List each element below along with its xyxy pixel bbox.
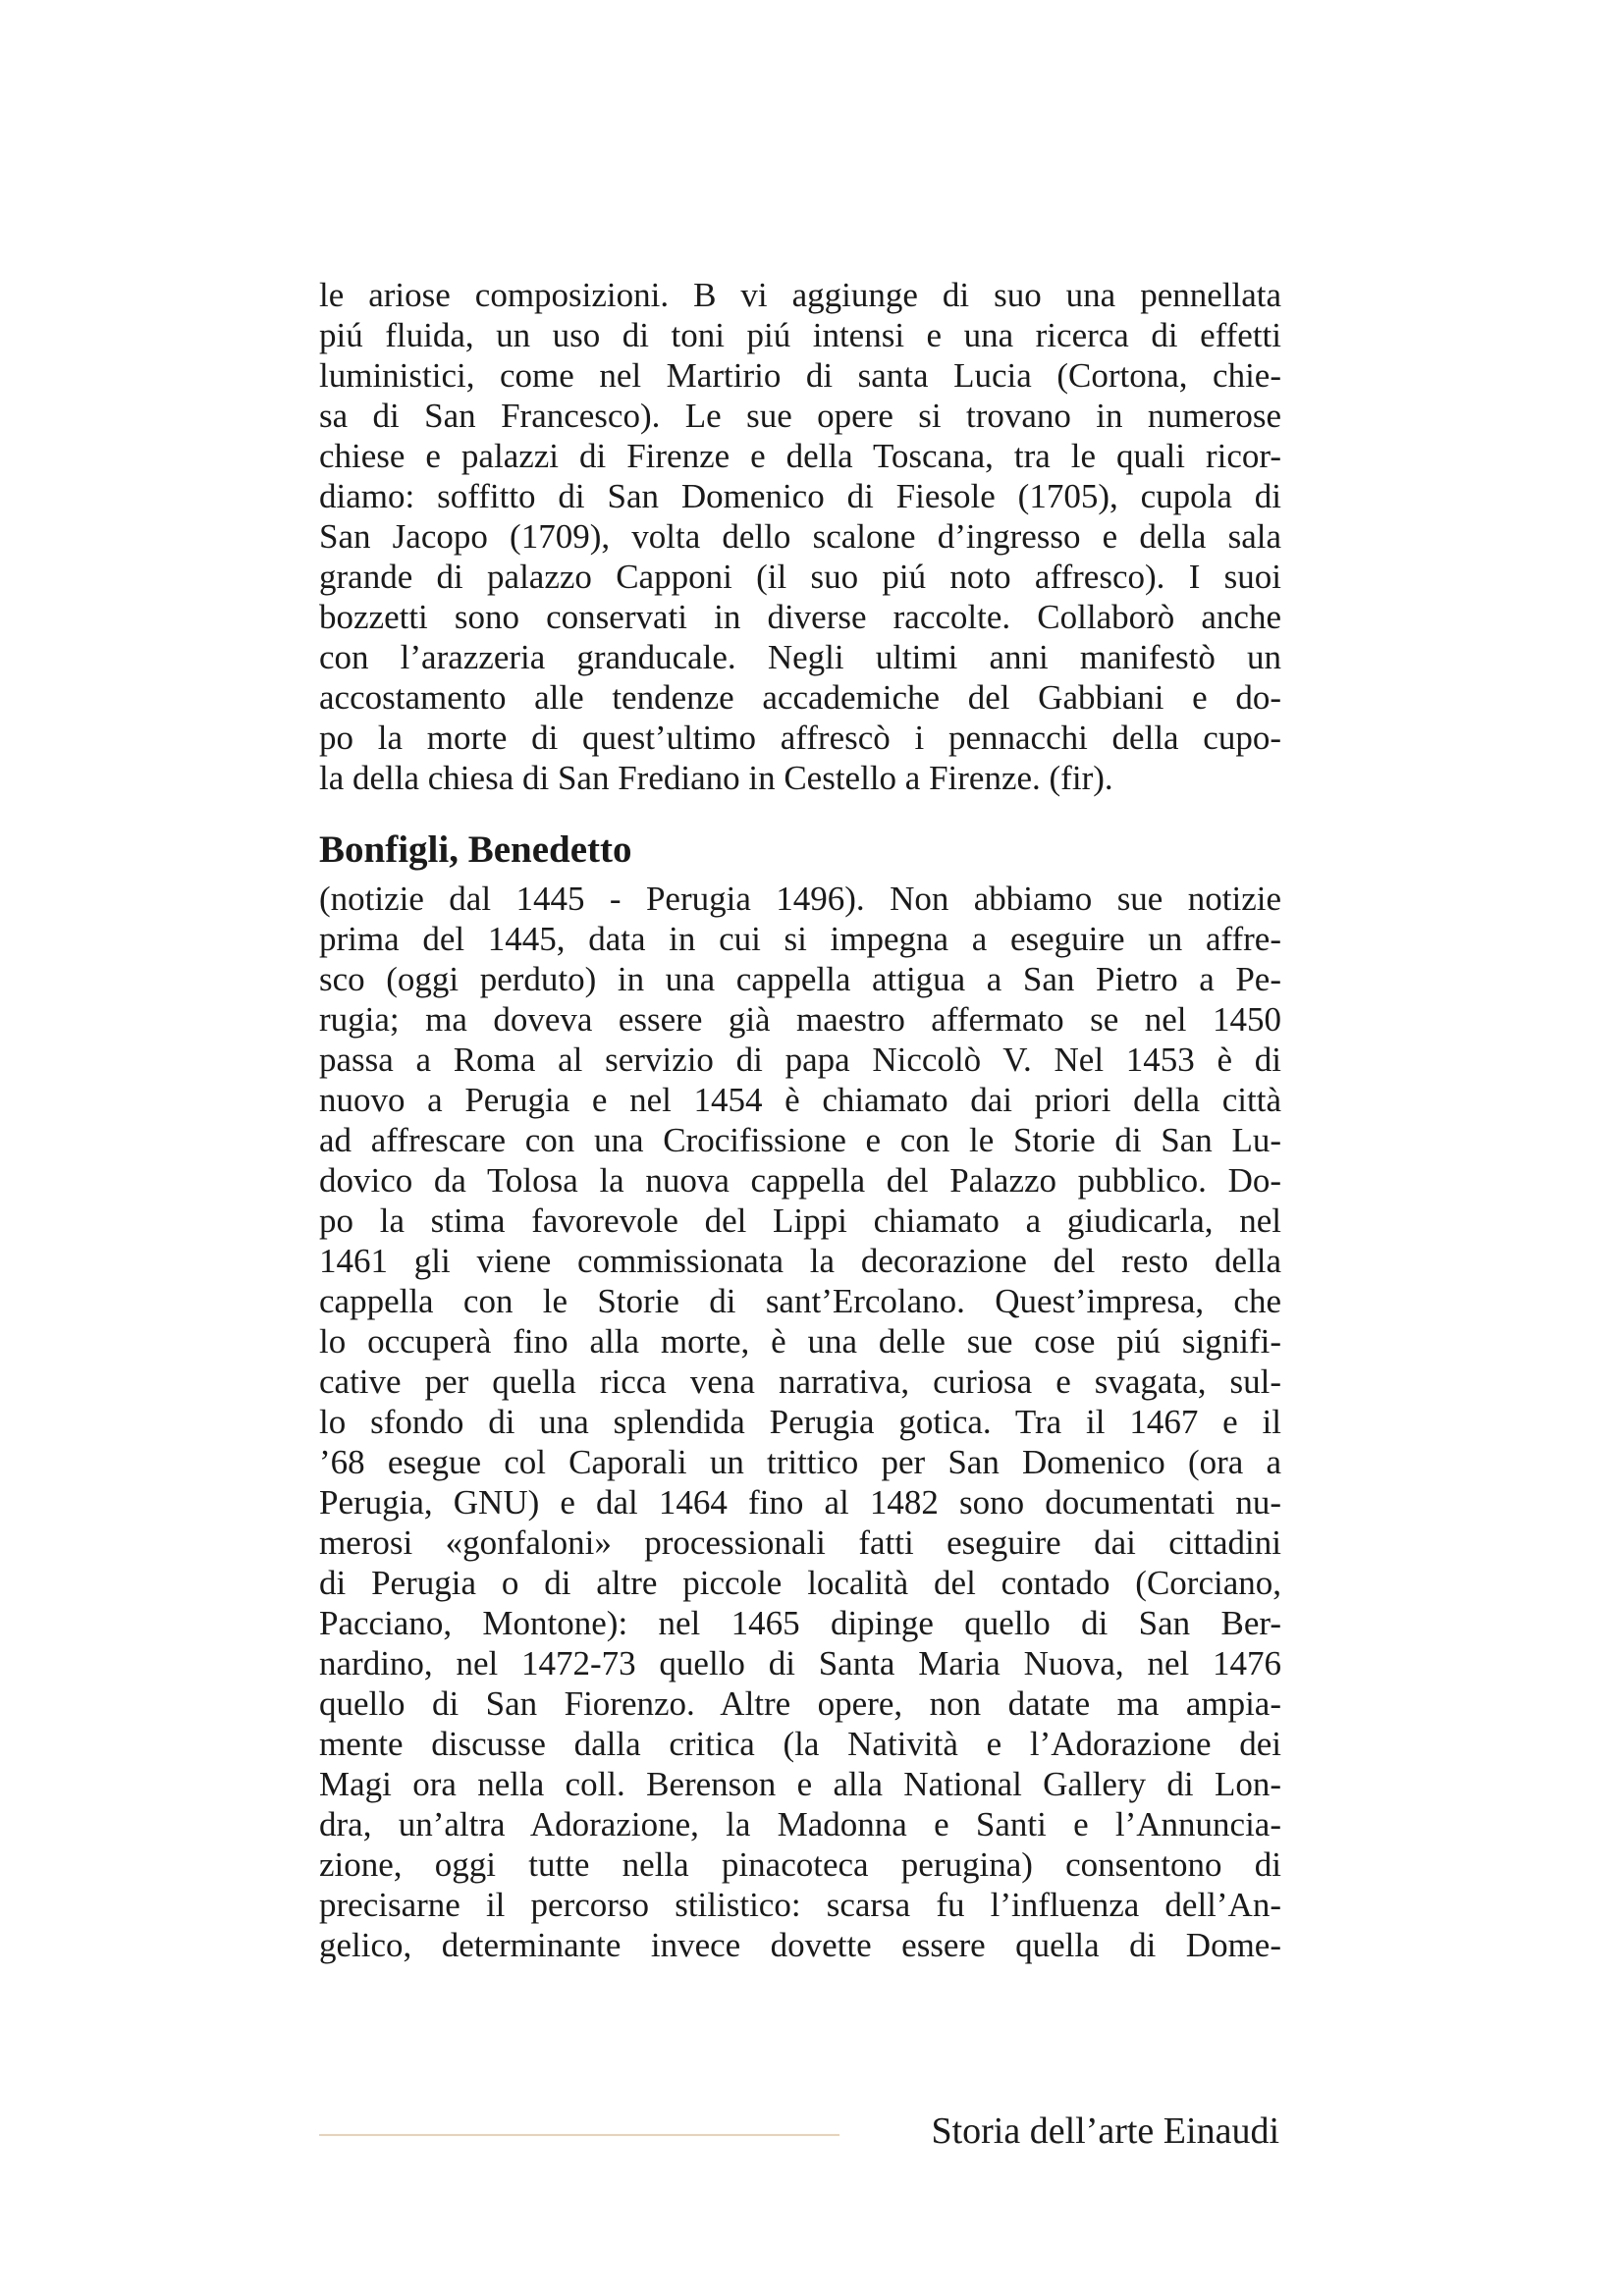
text-line: merosi «gonfaloni» processionali fatti eseguire dai cittadini — [319, 1523, 1281, 1562]
text-line: dovico da Tolosa la nuova cappella del Palazzo pubblico. Do- — [319, 1161, 1281, 1200]
text-line: chiese e palazzi di Firenze e della Toscana, tra le quali ricor- — [319, 437, 1281, 475]
text-line: mente discusse dalla critica (la Natività e l’Adorazione dei — [319, 1725, 1281, 1763]
text-line: ’68 esegue col Caporali un trittico per San Domenico (ora a — [319, 1443, 1281, 1481]
text-line: con l’arazzeria granducale. Negli ultimi anni manifestò un — [319, 638, 1281, 676]
text-line: grande di palazzo Capponi (il suo piú noto affresco). I suoi — [319, 558, 1281, 596]
text-line: nuovo a Perugia e nel 1454 è chiamato dai priori della città — [319, 1081, 1281, 1119]
text-line: nardino, nel 1472-73 quello di Santa Maria Nuova, nel 1476 — [319, 1644, 1281, 1682]
text-line: po la morte di quest’ultimo affrescò i pennacchi della cupo- — [319, 719, 1281, 757]
text-line: quello di San Fiorenzo. Altre opere, non datate ma ampia- — [319, 1684, 1281, 1723]
text-line: po la stima favorevole del Lippi chiamato a giudicarla, nel — [319, 1201, 1281, 1240]
text-line: cative per quella ricca vena narrativa, curiosa e svagata, sul- — [319, 1362, 1281, 1401]
text-line: lo occuperà fino alla morte, è una delle sue cose piú signifi- — [319, 1322, 1281, 1361]
footer-title: Storia dell’arte Einaudi — [931, 2110, 1279, 2152]
text-line: prima del 1445, data in cui si impegna a eseguire un affre- — [319, 920, 1281, 958]
footer-rule — [319, 2134, 839, 2136]
text-line: passa a Roma al servizio di papa Niccolò V. Nel 1453 è di — [319, 1041, 1281, 1079]
text-line: di Perugia o di altre piccole località del contado (Corciano, — [319, 1564, 1281, 1602]
text-line: cappella con le Storie di sant’Ercolano. Quest’impresa, che — [319, 1282, 1281, 1320]
text-line: luministici, come nel Martirio di santa Lucia (Cortona, chie- — [319, 356, 1281, 395]
text-line: diamo: soffitto di San Domenico di Fiesole (1705), cupola di — [319, 477, 1281, 515]
text-line: zione, oggi tutte nella pinacoteca perugina) consentono di — [319, 1845, 1281, 1884]
text-line: Pacciano, Montone): nel 1465 dipinge quello di San Ber- — [319, 1604, 1281, 1642]
text-line: dra, un’altra Adorazione, la Madonna e Santi e l’Annuncia- — [319, 1805, 1281, 1843]
text-line: ad affrescare con una Crocifissione e con le Storie di San Lu- — [319, 1121, 1281, 1159]
text-line: San Jacopo (1709), volta dello scalone d’ingresso e della sala — [319, 517, 1281, 556]
text-line: precisarne il percorso stilistico: scarsa fu l’influenza dell’An- — [319, 1886, 1281, 1924]
text-line: gelico, determinante invece dovette essere quella di Dome- — [319, 1926, 1281, 1964]
text-line: 1461 gli viene commissionata la decorazione del resto della — [319, 1242, 1281, 1280]
page-body — [319, 275, 1281, 1965]
text-line: accostamento alle tendenze accademiche del Gabbiani e do- — [319, 678, 1281, 717]
text-line: (notizie dal 1445 - Perugia 1496). Non abbiamo sue notizie — [319, 880, 1281, 918]
entry-text — [319, 879, 1281, 1965]
text-line: Magi ora nella coll. Berenson e alla National Gallery di Lon- — [319, 1765, 1281, 1803]
text-line: Perugia, GNU) e dal 1464 fino al 1482 sono documentati nu- — [319, 1483, 1281, 1522]
text-line: sco (oggi perduto) in una cappella attigua a San Pietro a Pe- — [319, 960, 1281, 998]
text-line: rugia; ma doveva essere già maestro affermato se nel 1450 — [319, 1000, 1281, 1039]
text-line: le ariose composizioni. B vi aggiunge di suo una pennellata — [319, 276, 1281, 314]
text-line: sa di San Francesco). Le sue opere si trovano in numerose — [319, 397, 1281, 435]
text-line: lo sfondo di una splendida Perugia gotica. Tra il 1467 e il — [319, 1403, 1281, 1441]
text-line: piú fluida, un uso di toni piú intensi e una ricerca di effetti — [319, 316, 1281, 354]
text-line: bozzetti sono conservati in diverse raccolte. Collaborò anche — [319, 598, 1281, 636]
entry-heading: Bonfigli, Benedetto — [319, 828, 632, 871]
top-entry-text — [319, 275, 1281, 798]
text-line: la della chiesa di San Frediano in Cestello a Firenze. (fir). — [319, 759, 1113, 797]
